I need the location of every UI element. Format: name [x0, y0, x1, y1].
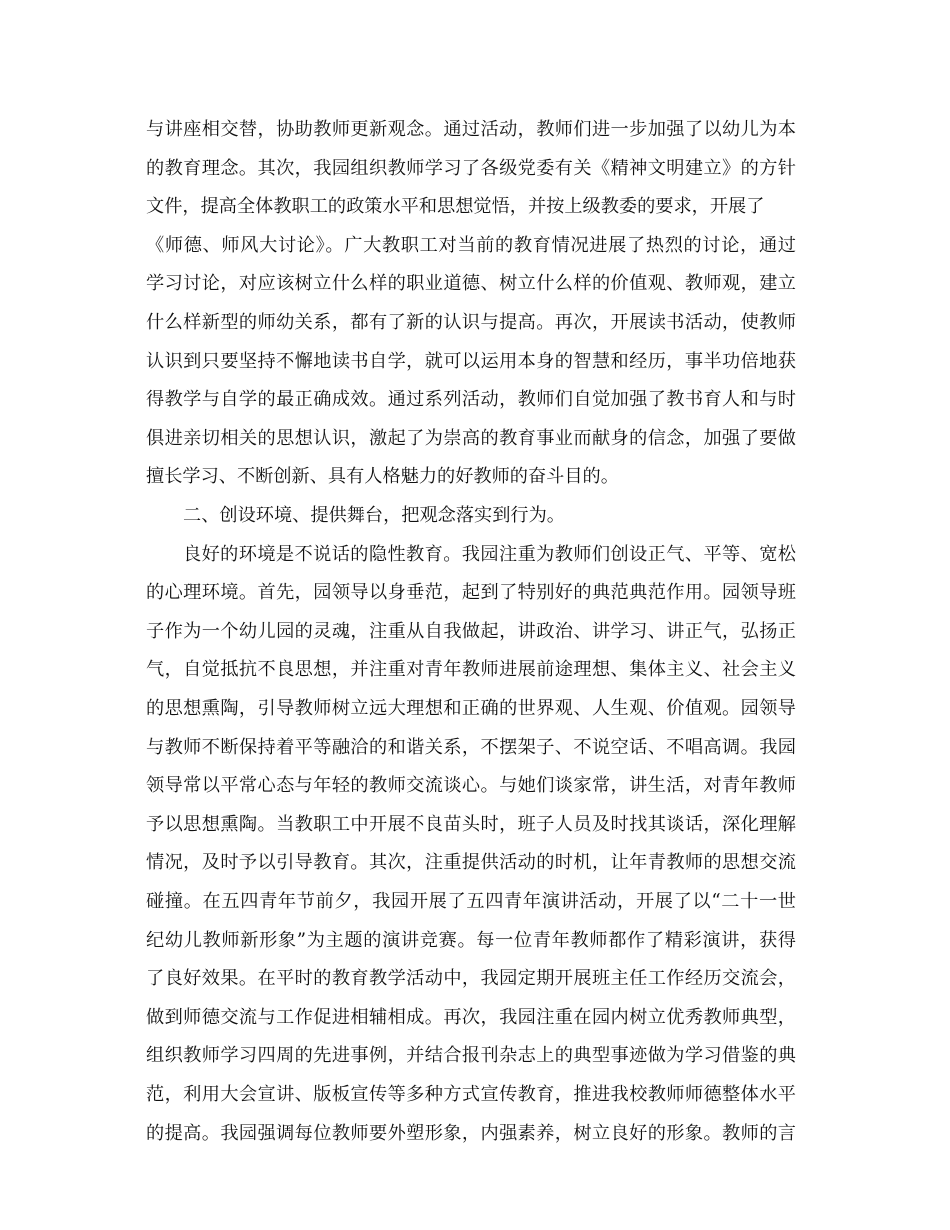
text-line: 气，自觉抵抗不良思想，并注重对青年教师进展前途理想、集体主义、社会主义 [146, 659, 796, 681]
text-line: 子作为一个幼儿园的灵魂，注重从自我做起，讲政治、讲学习、讲正气，弘扬正 [146, 620, 796, 642]
text-line: 予以思想熏陶。当教职工中开展不良苗头时，班子人员及时找其谈话，深化理解 [146, 813, 796, 835]
text-line: 《师德、师风大讨论》。广大教职工对当前的教育情况进展了热烈的讨论，通过 [146, 234, 796, 256]
text-line: 什么样新型的师幼关系，都有了新的认识与提高。再次，开展读书活动，使教师 [146, 312, 796, 333]
text-line: 的心理环境。首先，园领导以身垂范，起到了特别好的典范典范作用。园领导班 [146, 582, 796, 604]
text-line: 组织教师学习四周的先进事例，并结合报刊杂志上的典型事迹做为学习借鉴的典 [146, 1045, 796, 1067]
text-line: 情况，及时予以引导教育。其次，注重提供活动的时机，让年青教师的思想交流 [146, 852, 796, 874]
text-line: 纪幼儿教师新形象”为主题的演讲竞赛。每一位青年教师都作了精彩演讲，获得 [146, 929, 796, 951]
text-line: 文件，提高全体教职工的政策水平和思想觉悟，并按上级教委的要求，开展了 [146, 196, 765, 218]
text-line: 的提高。我园强调每位教师要外塑形象，内强素养，树立良好的形象。教师的言 [146, 1122, 796, 1144]
text-line: 领导常以平常心态与年轻的教师交流谈心。与她们谈家常，讲生活，对青年教师 [146, 775, 796, 797]
text-line: 二、创设环境、提供舞台，把观念落实到行为。 [183, 505, 565, 526]
text-line: 良好的环境是不说话的隐性教育。我园注重为教师们创设正气、平等、宽松 [183, 543, 796, 565]
text-line: 的思想熏陶，引导教师树立远大理想和正确的世界观、人生观、价值观。园领导 [146, 698, 796, 719]
text-line: 认识到只要坚持不懈地读书自学，就可以运用本身的智慧和经历，事半功倍地获 [146, 350, 796, 372]
text-line: 的教育理念。其次，我园组织教师学习了各级党委有关《精神文明建立》的方针 [146, 157, 796, 179]
text-line: 了良好效果。在平时的教育教学活动中，我园定期开展班主任工作经历交流会， [146, 968, 796, 990]
text-line: 与教师不断保持着平等融洽的和谐关系，不摆架子、不说空话、不唱高调。我园 [146, 736, 796, 758]
text-line: 与讲座相交替，协助教师更新观念。通过活动，教师们进一步加强了以幼儿为本 [146, 119, 796, 140]
text-line: 做到师德交流与工作促进相辅相成。再次，我园注重在园内树立优秀教师典型， [146, 1006, 796, 1028]
text-line: 俱进亲切相关的思想认识，激起了为崇高的教育事业而献身的信念，加强了要做 [146, 427, 796, 449]
text-line: 擅长学习、不断创新、具有人格魅力的好教师的奋斗目的。 [146, 466, 619, 488]
text-line: 范，利用大会宣讲、版板宣传等多种方式宣传教育，推进我校教师师德整体水平 [146, 1084, 796, 1105]
text-line: 碰撞。在五四青年节前夕，我园开展了五四青年演讲活动，开展了以“二十一世 [146, 891, 796, 912]
text-line: 得教学与自学的最正确成效。通过系列活动，教师们自觉加强了教书育人和与时 [146, 389, 796, 411]
text-line: 学习讨论，对应该树立什么样的职业道德、树立什么样的价值观、教师观，建立 [146, 273, 796, 295]
